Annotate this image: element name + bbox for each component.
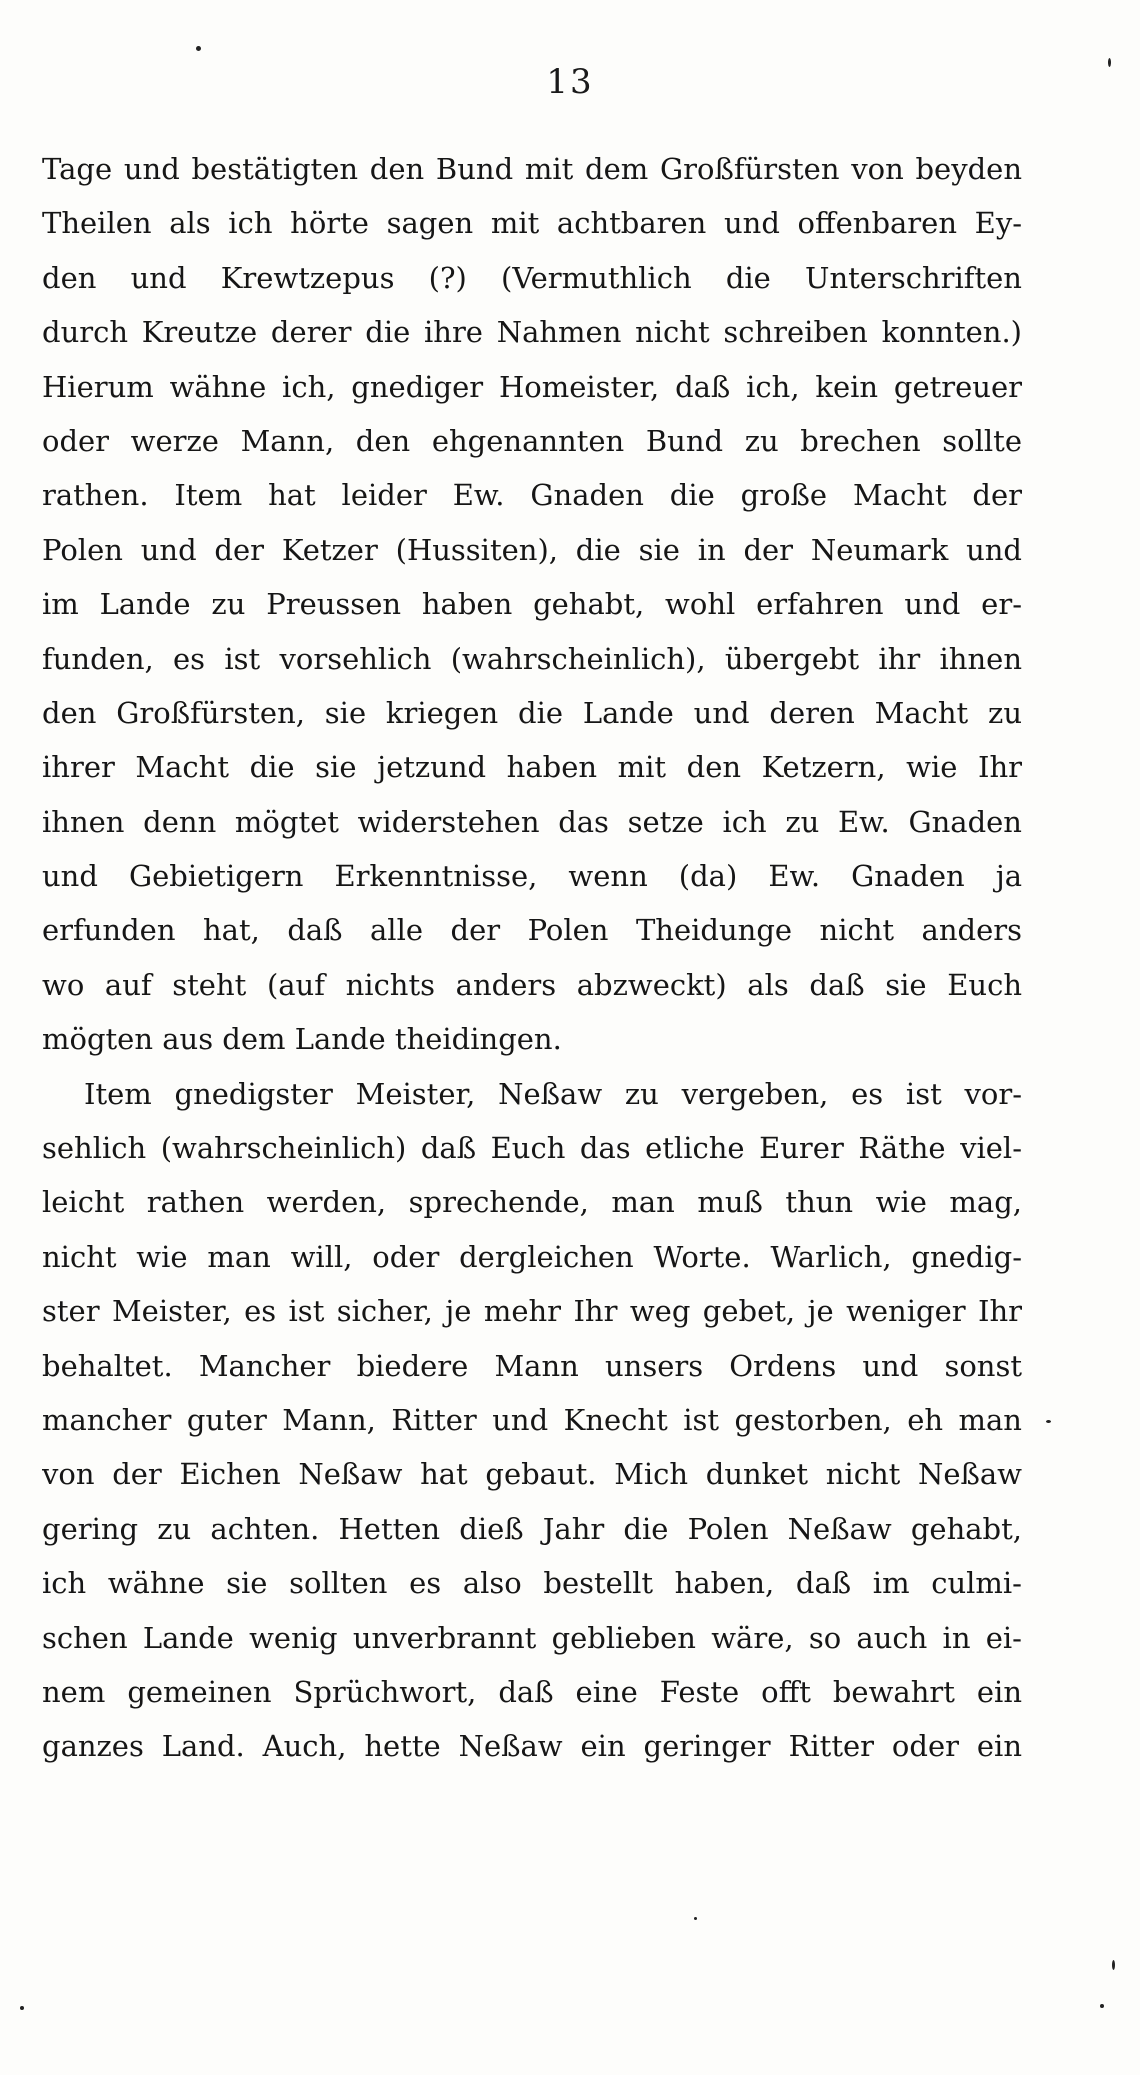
text-line: behaltet. Mancher biedere Mann unsers Ordens und sonst <box>42 1348 1022 1383</box>
text-line: rathen. Item hat leider Ew. Gnaden die große Macht der <box>42 478 1022 513</box>
text-line: schen Lande wenig unverbrannt geblieben wäre, so auch in ei- <box>42 1620 1022 1655</box>
scan-speck <box>196 46 201 51</box>
text-line: im Lande zu Preussen haben gehabt, wohl erfahren und er- <box>42 587 1022 622</box>
text-line: ihrer Macht die sie jetzund haben mit den Ketzern, wie Ihr <box>42 750 1022 785</box>
text-line: ich wähne sie sollten es also bestellt haben, daß im culmi- <box>42 1566 1022 1601</box>
text-line: den Großfürsten, sie kriegen die Lande und deren Macht zu <box>42 695 1022 730</box>
text-line: wo auf steht (auf nichts anders abzweckt) als daß sie Euch <box>42 967 1022 1002</box>
text-line: mögten aus dem Lande theidingen. <box>42 1022 562 1057</box>
scan-speck <box>1108 58 1111 67</box>
text-line: oder werze Mann, den ehgenannten Bund zu brechen sollte <box>42 423 1022 458</box>
text-line: mancher guter Mann, Ritter und Knecht ist gestorben, eh man <box>42 1402 1022 1437</box>
text-line: erfunden hat, daß alle der Polen Theidunge nicht anders <box>42 913 1022 948</box>
text-line: Hierum wähne ich, gnediger Homeister, daß ich, kein getreuer <box>42 369 1022 404</box>
text-line: ganzes Land. Auch, hette Neßaw ein geringer Ritter oder ein <box>42 1729 1022 1764</box>
scan-speck <box>1046 1420 1051 1423</box>
body-text <box>42 142 1022 1774</box>
text-line: Tage und bestätigten den Bund mit dem Großfürsten von beyden <box>42 152 1022 186</box>
text-line: Item gnedigster Meister, Neßaw zu vergeben, es ist vor- <box>84 1076 1022 1111</box>
text-line: den und Krewtzepus (?) (Vermuthlich die Unterschriften <box>42 260 1022 295</box>
scan-speck <box>20 2006 24 2010</box>
text-line: sehlich (wahrscheinlich) daß Euch das etliche Eurer Räthe viel- <box>42 1131 1022 1166</box>
text-line: nem gemeinen Sprüchwort, daß eine Feste offt bewahrt ein <box>42 1674 1022 1709</box>
text-line: von der Eichen Neßaw hat gebaut. Mich dunket nicht Neßaw <box>42 1457 1022 1492</box>
text-line: nicht wie man will, oder dergleichen Worte. Warlich, gnedig- <box>42 1239 1022 1274</box>
text-line: ihnen denn mögtet widerstehen das setze ich zu Ew. Gnaden <box>42 804 1022 839</box>
text-line: gering zu achten. Hetten dieß Jahr die Polen Neßaw gehabt, <box>42 1511 1022 1546</box>
text-line: funden, es ist vorsehlich (wahrscheinlich), übergebt ihr ihnen <box>42 641 1022 676</box>
scan-speck <box>1100 2004 1104 2008</box>
text-line: leicht rathen werden, sprechende, man muß thun wie mag, <box>42 1185 1022 1220</box>
text-line: Theilen als ich hörte sagen mit achtbaren und offenbaren Ey- <box>42 206 1022 241</box>
scan-speck <box>1112 1960 1115 1970</box>
text-line: ster Meister, es ist sicher, je mehr Ihr weg gebet, je weniger Ihr <box>42 1294 1022 1329</box>
text-line: und Gebietigern Erkenntnisse, wenn (da) Ew. Gnaden ja <box>42 859 1022 894</box>
page-number: 13 <box>546 62 594 102</box>
scan-speck <box>694 1917 697 1920</box>
text-line: Polen und der Ketzer (Hussiten), die sie in der Neumark und <box>42 532 1022 567</box>
text-line: durch Kreutze derer die ihre Nahmen nicht schreiben konnten.) <box>42 315 1022 350</box>
